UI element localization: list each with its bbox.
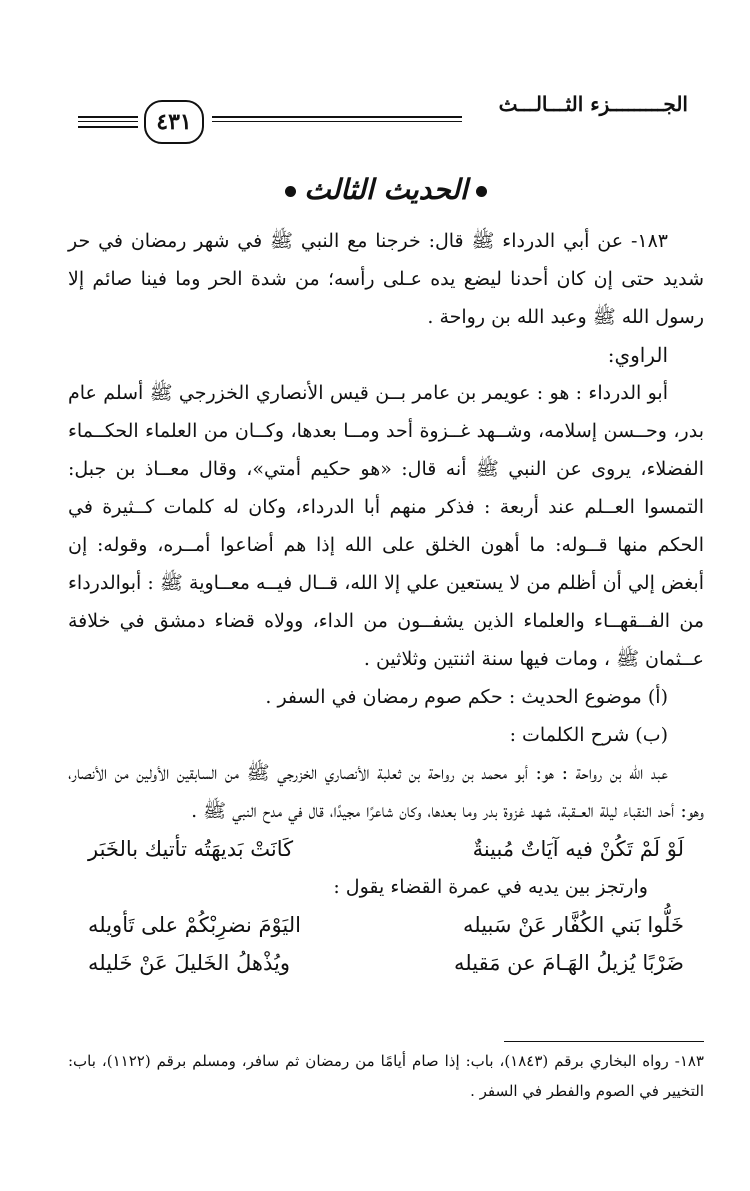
verse-hemistich-left: ويُذْهلُ الخَليلَ عَنْ خَليله — [88, 951, 290, 975]
narrator-heading: الراوي: — [607, 343, 668, 367]
abdullah-text: عبد الله بن رواحة : هو: أبو محمد بن رواحة بن ثعلبة الأنصاري الخزرجي ﷺ من السابقين الأولين من الأنصار، وهو: أحد النقباء ليلة العــقبة، شهد غزوة بدر وما بعدها، وكان شاعرًا مجيدًا، قال في مدح النبي ﷺ . — [68, 762, 704, 822]
header-rule-bottom — [78, 126, 138, 128]
footnote-text: ١٨٣- رواه البخاري برقم (١٨٤٣)، باب: إذا صام أيامًا من رمضان ثم سافر، ومسلم برقم (١١٢٢)، باب: التخيير في الصوم والفطر في السفر . — [68, 1052, 704, 1100]
verse-row — [68, 944, 704, 982]
footnote — [68, 1046, 704, 1106]
hadith-title-text: الحديث الثالث — [304, 173, 468, 206]
hadith-title — [68, 168, 704, 212]
header-rule-left — [78, 116, 138, 118]
words-heading: (ب) شرح الكلمات : — [509, 724, 668, 746]
header-rule-right — [212, 116, 462, 118]
header-rule-left-thin — [78, 121, 138, 122]
verse-hemistich-left: كَانَتْ بَديهَتُه تأتيك بالخَبَر — [88, 837, 294, 861]
running-header-title: الجـــــــــزء الثـــالـــث — [498, 92, 688, 116]
page-number: ٤٣١ — [144, 100, 204, 144]
bullet-icon — [476, 186, 487, 197]
header-rule-right-thin — [212, 121, 462, 122]
verse-hemistich-left: اليَوْمَ نضرِبْكُمْ على تَأويله — [88, 913, 301, 937]
verse-row — [68, 906, 704, 944]
verse-hemistich-right: خَلُّوا بَني الكُفَّار عَنْ سَبيله — [463, 913, 684, 937]
verse-hemistich-right: لَوْ لَمْ تَكُنْ فيه آيَاتٌ مُبينةٌ — [472, 837, 684, 861]
verse-hemistich-right: ضَرْبًا يُزيلُ الهَـامَ عن مَقيله — [454, 951, 684, 975]
topic-line: (أ) موضوع الحديث : حكم صوم رمضان في السفر . — [265, 686, 668, 708]
footnote-rule — [504, 1041, 704, 1042]
main-content — [68, 168, 704, 982]
narrator-text: أبو الدرداء : هو : عويمر بن عامر بــن قيس الأنصاري الخزرجي ﷺ أسلم عام بدر، وحــسن إسلامه، وشــهد غــزوة أحد ومــا بعدها، وكــان من العلماء الحكــماء الفضلاء، يروى عن النبي ﷺ أنه قال: «هو حكيم أمتي»، وقال معــاذ بن جبل: التمسوا العــلم عند أربعة : فذكر منهم أبا الدرداء، وكان له كلمات كــثيرة في الحكم منها قــوله: ما أهون الخلق على الله إذا هم أضاعوا أمــره، وقوله: إن أبغض إلي أن أظلم من لا يستعين علي إلا الله، قــال فيــه معــاوية ﷺ : أبوالدرداء من الفــقهــاء والعلماء الذين يشفــون من الداء، وولاه قضاء دمشق في خلافة عــثمان ﷺ ، ومات فيها سنة اثنتين وثلاثين . — [68, 382, 704, 670]
verse-row — [68, 830, 704, 868]
verse-intro: وارتجز بين يديه في عمرة القضاء يقول : — [333, 876, 648, 898]
hadith-text: ١٨٣- عن أبي الدرداء ﷺ قال: خرجنا مع النبي ﷺ في شهر رمضان في حر شديد حتى إن كان أحدنا ليضع يده عـلى رأسه؛ من شدة الحر وما فينا صائم إلا رسول الله ﷺ وعبد الله بن رواحة . — [68, 230, 704, 328]
bullet-icon — [285, 186, 296, 197]
